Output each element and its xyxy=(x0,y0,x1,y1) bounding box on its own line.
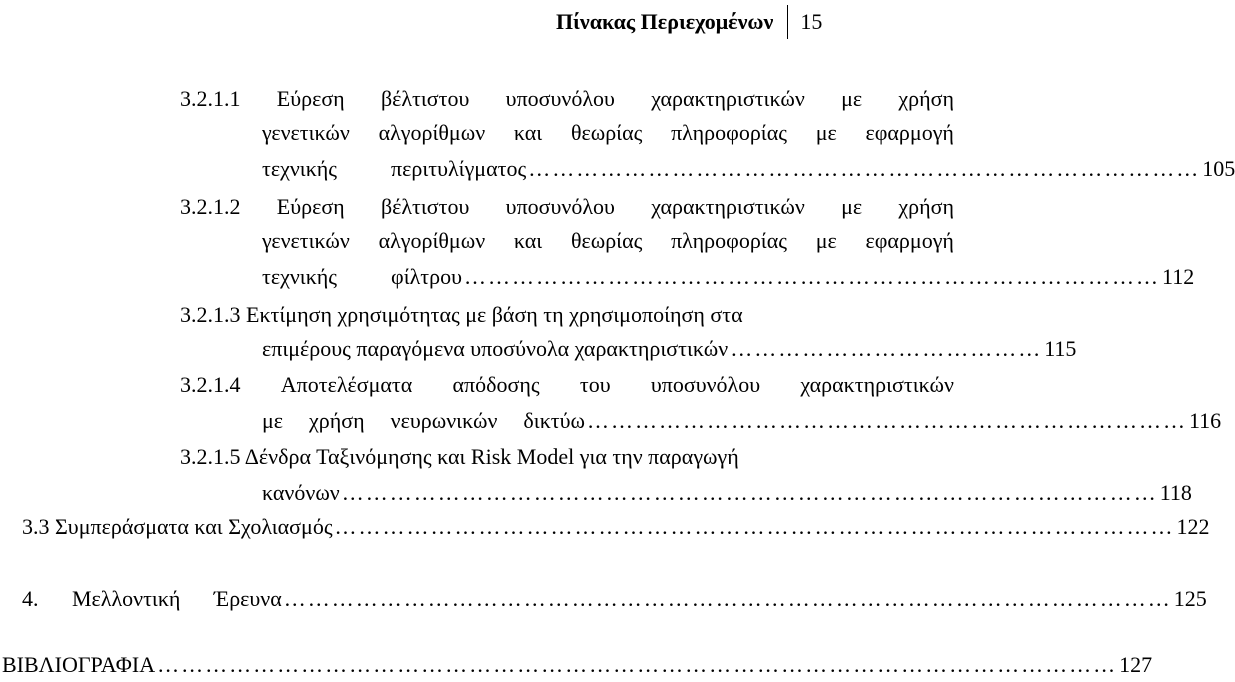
leader-dots: ………………………………… xyxy=(730,336,1043,361)
word: αλγορίθμων xyxy=(378,120,486,145)
word: υποσυνόλου xyxy=(505,86,615,111)
word: γενετικών xyxy=(262,120,350,145)
toc-entry-2-label-end: φίλτρου xyxy=(391,264,463,289)
toc-entry-1-line-2 xyxy=(262,116,954,150)
leader-dots: ………………………………………………………………………………………………………… xyxy=(157,652,1118,677)
word: βέλτιστου xyxy=(380,194,470,219)
word: με xyxy=(815,228,837,253)
word: υποσυνόλου xyxy=(650,372,761,397)
word: 3.2.1.1 xyxy=(180,86,241,111)
toc-entry-3-page: 115 xyxy=(1044,336,1077,361)
word: 3.2.1.2 xyxy=(180,194,241,219)
word: με xyxy=(841,86,863,111)
toc-entry-5-line-2 xyxy=(262,476,1192,510)
toc-entry-8 xyxy=(2,648,1153,682)
toc-entry-7-label: 4. Μελλοντική Έρευνα xyxy=(22,586,282,611)
toc-entry-5-page: 118 xyxy=(1159,480,1192,505)
word: και xyxy=(513,228,543,253)
toc-entry-1-page: 105 xyxy=(1202,156,1235,181)
word: του xyxy=(579,372,611,397)
word: χαρακτηριστικών xyxy=(651,86,805,111)
word: Εύρεση xyxy=(276,194,345,219)
word: χαρακτηριστικών xyxy=(800,372,954,397)
word: χρήση xyxy=(309,408,365,433)
word: θεωρίας xyxy=(570,120,643,145)
word: και xyxy=(513,120,543,145)
word: εφαρμογή xyxy=(865,120,954,145)
word: βέλτιστου xyxy=(380,86,470,111)
word: με xyxy=(815,120,837,145)
word: με xyxy=(841,194,863,219)
word: χαρακτηριστικών xyxy=(651,194,805,219)
page-header xyxy=(556,4,822,40)
word: Εύρεση xyxy=(276,86,345,111)
toc-entry-2-line-2 xyxy=(262,224,954,258)
toc-entry-1-label-end: περιτυλίγματος xyxy=(391,156,527,181)
toc-entry-1-line-1 xyxy=(180,82,954,116)
toc-entry-5-label-end: κανόνων xyxy=(262,480,340,505)
word: πληροφορίας xyxy=(671,228,787,253)
word: πληροφορίας xyxy=(671,120,787,145)
word: τεχνικής xyxy=(262,264,338,289)
leader-dots: ………………………………………………………………………………………………… xyxy=(283,586,1172,611)
word: εφαρμογή xyxy=(865,228,954,253)
toc-entry-3-label-end: επιμέρους παραγόμενα υποσύνολα χαρακτηριστικών xyxy=(262,336,729,361)
toc-entry-4-page: 116 xyxy=(1189,408,1222,433)
toc-entry-6-page: 122 xyxy=(1176,514,1210,539)
word: αλγορίθμων xyxy=(378,228,486,253)
word: 3.2.1.4 xyxy=(180,372,241,397)
toc-entry-8-page: 127 xyxy=(1119,652,1153,677)
word: χρήση xyxy=(898,194,954,219)
toc-entry-4-line-1 xyxy=(180,368,954,402)
toc-entry-3-label: 3.2.1.3 Εκτίμηση χρησιμότητας με βάση τη χρησιμοποίηση στα xyxy=(180,302,743,327)
word: θεωρίας xyxy=(570,228,643,253)
toc-entry-2-page: 112 xyxy=(1162,264,1195,289)
word: τεχνικής xyxy=(262,156,338,181)
toc-entry-8-label: ΒΙΒΛΙΟΓΡΑΦΙΑ xyxy=(2,652,156,677)
toc-entry-4-label-end: δικτύω xyxy=(523,408,585,433)
header-title: Πίνακας Περιεχομένων xyxy=(556,9,774,34)
toc-entry-6 xyxy=(22,510,1210,544)
word: γενετικών xyxy=(262,228,350,253)
toc-entry-2-line-1 xyxy=(180,190,954,224)
leader-dots: ………………………………………………………………………… xyxy=(528,156,1201,181)
leader-dots: …………………………………………………………………………… xyxy=(464,264,1161,289)
toc-entry-2-line-3 xyxy=(262,260,1195,294)
word: νευρωνικών xyxy=(390,408,498,433)
word: Αποτελέσματα xyxy=(280,372,413,397)
toc-entry-4-line-2 xyxy=(262,404,1222,438)
header-divider xyxy=(787,5,788,39)
header-page-number: 15 xyxy=(800,9,823,34)
toc-entry-5-line-1 xyxy=(180,440,954,474)
leader-dots: ………………………………………………………………… xyxy=(587,408,1187,433)
toc-entry-7-page: 125 xyxy=(1173,586,1207,611)
word: χρήση xyxy=(898,86,954,111)
toc-entry-3-line-1 xyxy=(180,298,954,332)
toc-entry-1-line-3 xyxy=(262,152,1235,186)
leader-dots: …………………………………………………………………………………………… xyxy=(334,514,1175,539)
word: υποσυνόλου xyxy=(505,194,615,219)
toc-entry-5-label: 3.2.1.5 Δένδρα Ταξινόμησης και Risk Model για την παραγωγή xyxy=(180,444,739,469)
toc-entry-3-line-2 xyxy=(262,332,1077,366)
toc-entry-6-label: 3.3 Συμπεράσματα και Σχολιασμός xyxy=(22,514,333,539)
toc-entry-7 xyxy=(22,582,1207,616)
word: απόδοσης xyxy=(452,372,540,397)
leader-dots: ………………………………………………………………………………………… xyxy=(341,480,1158,505)
word: με xyxy=(262,408,284,433)
